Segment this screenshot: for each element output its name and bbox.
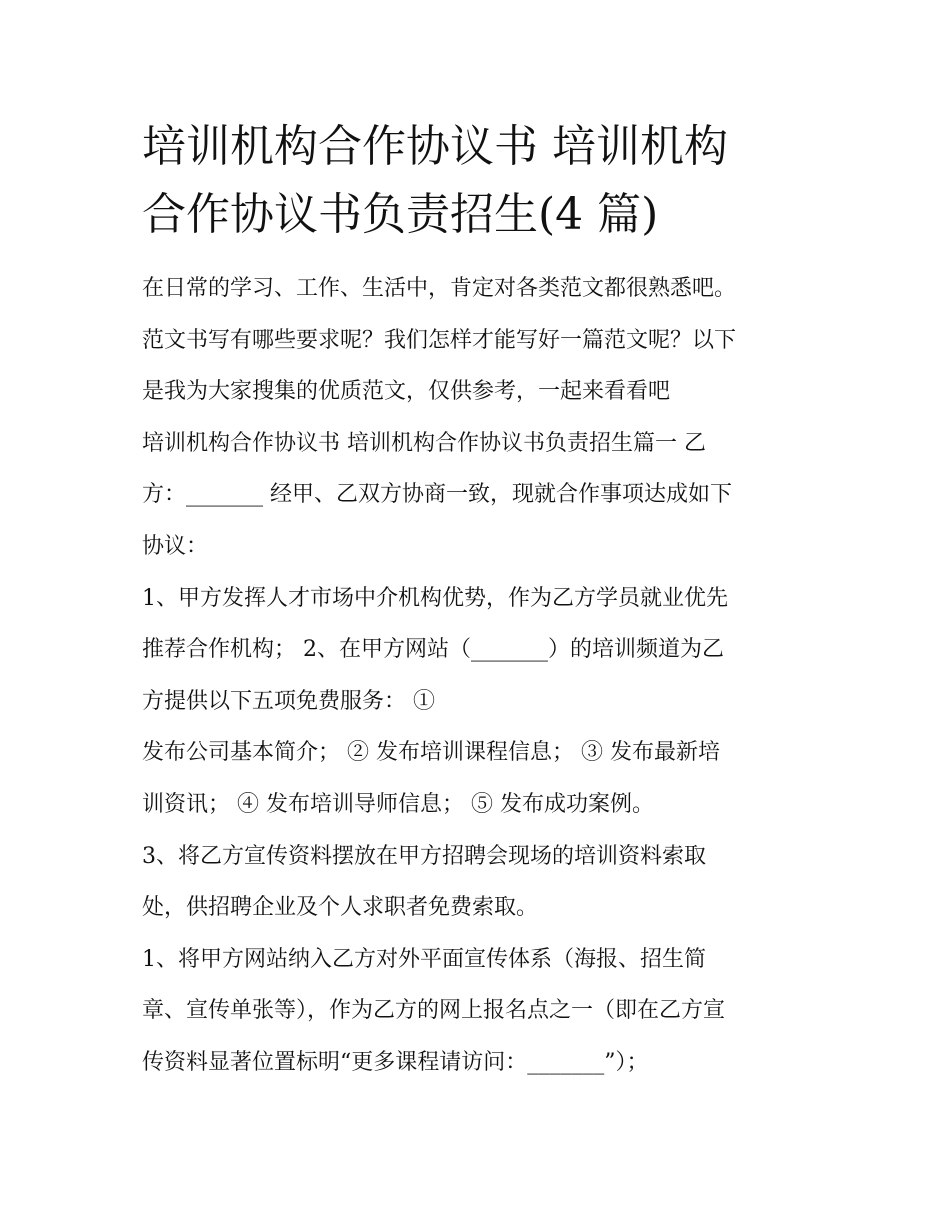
body-line-4: 培训机构合作协议书 培训机构合作协议书负责招生篇一 乙 xyxy=(142,430,706,456)
body-line-13: 处，供招聘企业及个人求职者免费索取。 xyxy=(142,895,539,921)
body-line-8: 推荐合作机构； 2、在甲方网站（_______）的培训频道为乙 xyxy=(142,637,724,663)
body-line-16: 传资料显著位置标明“更多课程请访问：_______”）； xyxy=(142,1049,649,1075)
body-line-2: 范文书写有哪些要求呢？我们怎样才能写好一篇范文呢？以下 xyxy=(142,327,737,353)
body-line-5: 方：_______ 经甲、乙双方协商一致，现就合作事项达成如下 xyxy=(142,482,732,508)
body-line-15: 章、宣传单张等），作为乙方的网上报名点之一（即在乙方宣 xyxy=(142,998,726,1024)
body-line-11: 训资讯； ④ 发布培训导师信息； ⑤ 发布成功案例。 xyxy=(142,791,654,817)
document-body xyxy=(142,263,822,1089)
document-content xyxy=(142,113,822,1089)
document-title xyxy=(142,113,822,249)
body-line-10: 发布公司基本简介； ② 发布培训课程信息； ③ 发布最新培 xyxy=(142,740,720,766)
body-line-9: 方提供以下五项免费服务： ① xyxy=(142,688,435,714)
body-line-14: 1、将甲方网站纳入乙方对外平面宣传体系（海报、招生简 xyxy=(142,946,706,972)
body-line-1: 在日常的学习、工作、生活中，肯定对各类范文都很熟悉吧。 xyxy=(142,276,737,301)
body-line-3: 是我为大家搜集的优质范文，仅供参考，一起来看看吧 xyxy=(142,379,671,405)
body-line-12: 3、将乙方宣传资料摆放在甲方招聘会现场的培训资料索取 xyxy=(142,843,706,869)
body-line-6: 协议： xyxy=(142,533,209,559)
title-line-2: 合作协议书负责招生(4 篇) xyxy=(142,189,659,240)
title-line-1: 培训机构合作协议书 培训机构 xyxy=(142,121,728,172)
body-line-7: 1、甲方发挥人才市场中介机构优势，作为乙方学员就业优先 xyxy=(142,585,728,611)
